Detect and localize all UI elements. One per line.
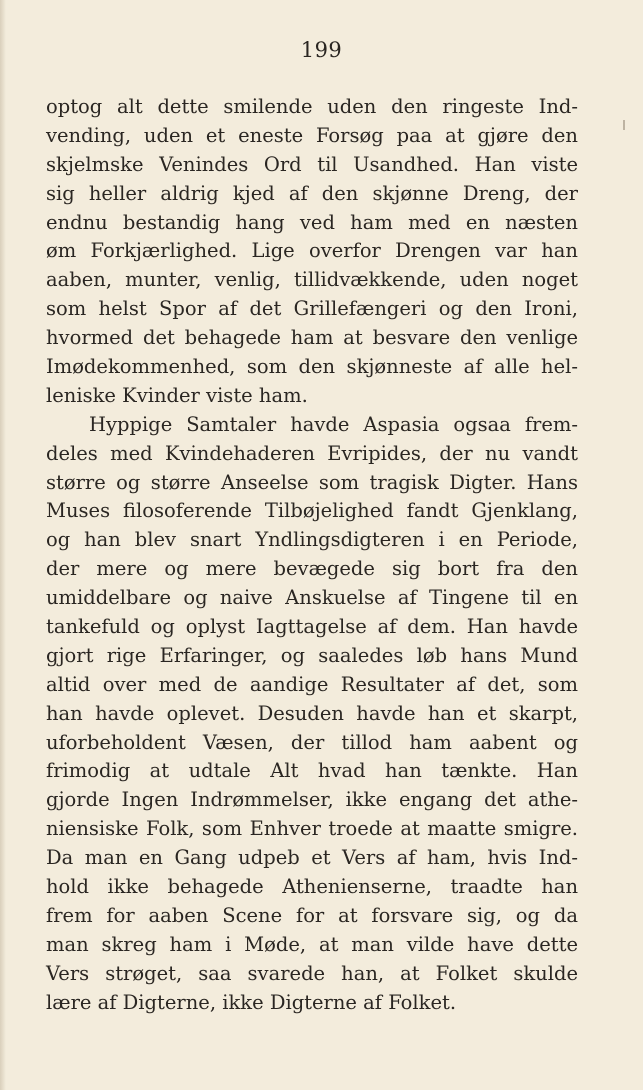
text-line: han havde oplevet. Desuden havde han et skarpt,: [46, 701, 578, 725]
text-line: Da man en Gang udpeb et Vers af ham, hvis Ind-: [46, 846, 578, 870]
text-line: optog alt dette smilende uden den ringeste Ind-: [46, 95, 578, 118]
text-line: endnu bestandig hang ved ham med en næsten: [46, 210, 578, 234]
paragraph-1: [46, 93, 578, 411]
text-line: lære af Digterne, ikke Digterne af Folket.: [46, 990, 457, 1014]
text-line: aaben, munter, venlig, tillidvækkende, uden noget: [46, 268, 578, 292]
page-margin-mark: [623, 120, 625, 130]
text-line: tankefuld og oplyst Iagttagelse af dem. Han havde: [46, 615, 578, 639]
text-line: Imødekommenhed, som den skjønneste af alle hel-: [46, 355, 578, 379]
text-line: der mere og mere bevægede sig bort fra den: [46, 557, 578, 581]
text-line: niensiske Folk, som Enhver troede at maatte smigre.: [46, 817, 578, 841]
text-line: hold ikke behagede Athenienserne, traadte han: [46, 875, 578, 899]
text-line: gjorde Ingen Indrømmelser, ikke engang det athe-: [46, 788, 578, 812]
text-line: leniske Kvinder viste ham.: [46, 383, 308, 407]
text-line: frimodig at udtale Alt hvad han tænkte. Han: [46, 759, 578, 783]
text-line: og han blev snart Yndlingsdigteren i en Periode,: [46, 528, 578, 552]
page-edge-shadow: [0, 0, 6, 1090]
text-line: større og større Anseelse som tragisk Digter. Hans: [46, 470, 578, 494]
text-line: skjelmske Venindes Ord til Usandhed. Han viste: [46, 152, 578, 176]
text-line: frem for aaben Scene for at forsvare sig, og da: [46, 903, 578, 927]
text-line: Muses filosoferende Tilbøjelighed fandt Gjenklang,: [46, 499, 578, 523]
text-line: uforbeholdent Væsen, der tillod ham aabent og: [46, 730, 578, 754]
text-line: umiddelbare og naive Anskuelse af Tingene til en: [46, 586, 578, 610]
body-text: [46, 93, 578, 1018]
text-line: vending, uden et eneste Forsøg paa at gjøre den: [46, 123, 578, 147]
paragraph-2: [46, 411, 578, 1018]
text-line: man skreg ham i Møde, at man vilde have dette: [46, 932, 578, 956]
text-line: sig heller aldrig kjed af den skjønne Dreng, der: [46, 181, 578, 205]
page-number: 199: [300, 38, 343, 62]
text-line: som helst Spor af det Grillefængeri og den Ironi,: [46, 297, 578, 321]
text-line: deles med Kvindehaderen Evripides, der nu vandt: [46, 441, 578, 465]
text-line: hvormed det behagede ham at besvare den venlige: [46, 326, 578, 350]
text-line: øm Forkjærlighed. Lige overfor Drengen var han: [46, 239, 578, 263]
text-line: Hyppige Samtaler havde Aspasia ogsaa frem-: [89, 412, 578, 436]
text-line: altid over med de aandige Resultater af det, som: [46, 672, 578, 696]
text-line: gjort rige Erfaringer, og saaledes løb hans Mund: [46, 643, 578, 667]
text-line: Vers strøget, saa svarede han, at Folket skulde: [46, 961, 578, 985]
